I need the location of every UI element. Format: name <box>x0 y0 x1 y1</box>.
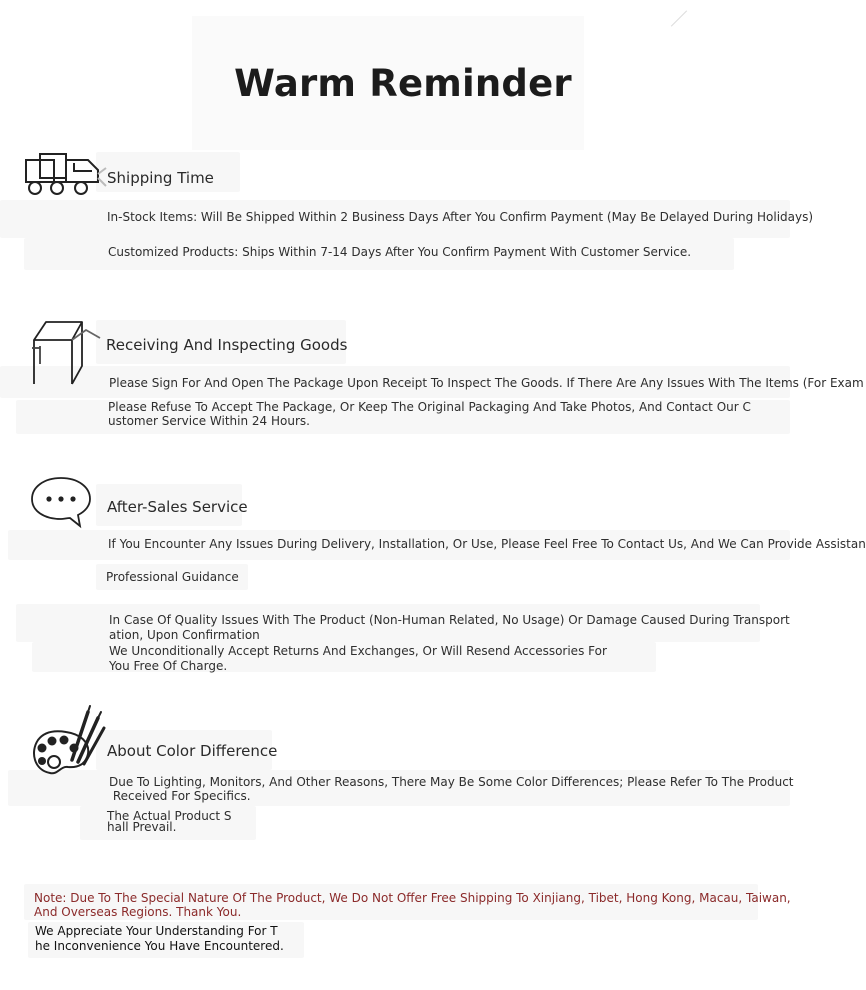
receiving-line: Please Sign For And Open The Package Upon Receipt To Inspect The Goods. If There Are Any Issues With The Items (For Exam <box>109 376 864 390</box>
receiving-line: Please Refuse To Accept The Package, Or Keep The Original Packaging And Take Photos, And Contact Our C <box>108 400 751 414</box>
after-sales-line: You Free Of Charge. <box>109 659 228 673</box>
after-sales-line: Professional Guidance <box>106 570 239 584</box>
after-sales-line: ation, Upon Confirmation <box>109 628 260 642</box>
after-sales-line: If You Encounter Any Issues During Delivery, Installation, Or Use, Please Feel Free To Contact Us, And We Can Provide Assistan <box>108 537 866 551</box>
truck-icon <box>24 152 108 200</box>
color-line: Due To Lighting, Monitors, And Other Reasons, There May Be Some Color Differences; Please Refer To The Product <box>109 775 794 789</box>
section-heading-receiving: Receiving And Inspecting Goods <box>106 336 348 354</box>
shipping-line: In-Stock Items: Will Be Shipped Within 2 Business Days After You Confirm Payment (May Be Delayed During Holidays) <box>107 210 814 224</box>
shipping-line: Customized Products: Ships Within 7-14 Days After You Confirm Payment With Customer Service. <box>108 245 692 259</box>
color-line: The Actual Product S <box>107 809 232 823</box>
page-title: Warm Reminder <box>234 62 572 105</box>
decorative-line <box>671 10 687 26</box>
after-sales-line: In Case Of Quality Issues With The Product (Non-Human Related, No Usage) Or Damage Caused During Transport <box>109 613 790 627</box>
shipping-note-line: And Overseas Regions. Thank You. <box>34 905 242 919</box>
color-line: Received For Specifics. <box>109 789 251 803</box>
palette-icon <box>28 704 106 776</box>
chat-bubble-icon <box>30 474 94 528</box>
thanks-line: We Appreciate Your Understanding For T <box>35 924 278 938</box>
color-line: hall Prevail. <box>107 820 177 834</box>
section-heading-shipping: Shipping Time <box>107 169 214 187</box>
after-sales-line: We Unconditionally Accept Returns And Exchanges, Or Will Resend Accessories For <box>109 644 607 658</box>
section-heading-color: About Color Difference <box>107 742 278 760</box>
section-heading-after-sales: After-Sales Service <box>107 498 248 516</box>
shipping-note-line: Note: Due To The Special Nature Of The Product, We Do Not Offer Free Shipping To Xinjiang, Tibet, Hong Kong, Macau, Taiwan, <box>34 891 791 905</box>
thanks-line: he Inconvenience You Have Encountered. <box>35 939 284 953</box>
box-icon <box>30 318 102 388</box>
receiving-line: ustomer Service Within 24 Hours. <box>108 414 310 428</box>
